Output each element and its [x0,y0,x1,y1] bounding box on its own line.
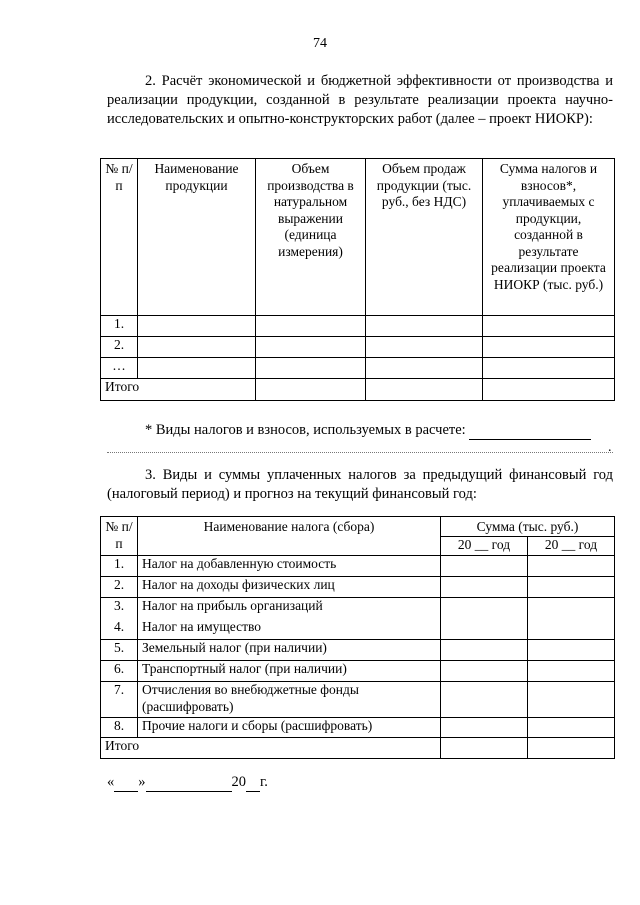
cell[interactable] [366,316,483,337]
table-row [101,556,615,577]
header-sales-volume: Объем продаж продукции (тыс. руб., без НДС) [366,159,483,316]
cell[interactable] [138,358,256,379]
header-num: № п/п [101,517,138,556]
cell[interactable] [256,379,366,401]
row-num: 8. [101,718,138,738]
cell[interactable] [441,598,528,640]
date-open-quote: « [107,774,115,790]
taxes-table [100,516,615,759]
cell[interactable] [441,738,528,759]
efficiency-table [100,158,615,401]
cell[interactable] [483,358,615,379]
header-taxes-sum: Сумма налогов и взносов*, уплачиваемых с продукции, созданной в результате реализации проекта НИОКР (тыс. руб.) [483,159,615,316]
table-row [101,682,615,718]
cell[interactable] [483,379,615,401]
section-3-text: 3. Виды и суммы уплаченных налогов за предыдущий финансовый год (налоговый период) и прогноз на текущий финансовый год: [107,467,613,502]
cell[interactable] [256,358,366,379]
header-product-name: Наименование продукции [138,159,256,316]
total-label: Итого [101,379,256,401]
section-3-paragraph [107,466,613,504]
tax-name: Налог на имущество [138,619,441,640]
table-row [101,598,615,619]
header-tax-name: Наименование налога (сбора) [138,517,441,556]
taxes-table-header [101,517,615,537]
tax-name: Прочие налоги и сборы (расшифровать) [138,718,441,738]
cell[interactable] [528,556,615,577]
row-num: 5. [101,640,138,661]
table-row [101,661,615,682]
footnote-dotted-line[interactable] [107,452,613,453]
tax-name: Налог на прибыль организаций [138,598,441,619]
table-row [101,358,615,379]
cell[interactable] [441,661,528,682]
cell[interactable] [441,556,528,577]
footnote [107,422,613,440]
row-num: 1. [101,316,138,337]
year-blank[interactable] [246,774,260,792]
row-num: 2. [101,337,138,358]
table-row [101,640,615,661]
table-row [101,577,615,598]
cell[interactable] [528,738,615,759]
cell[interactable] [256,337,366,358]
row-num: 6. [101,661,138,682]
section-2-paragraph [107,72,613,129]
tax-name: Налог на добавленную стоимость [138,556,441,577]
cell[interactable] [366,337,483,358]
cell[interactable] [528,640,615,661]
footnote-text: * Виды налогов и взносов, используемых в расчете: [145,422,466,438]
cell[interactable] [528,682,615,718]
day-blank[interactable] [114,774,138,792]
month-blank[interactable] [146,774,232,792]
section-2-text: 2. Расчёт экономической и бюджетной эффективности от производства и реализации продукции, созданной в результате реализации проекта научно-исследовательских и опытно-конструкторских работ (далее – проект НИОКР): [107,73,613,127]
date-line [107,774,268,792]
cell[interactable] [441,577,528,598]
tax-name: Отчисления во внебюджетные фонды (расшифровать) [138,682,441,718]
cell[interactable] [528,718,615,738]
row-num: 1. [101,556,138,577]
cell[interactable] [441,682,528,718]
row-num: 4. [101,619,138,640]
cell[interactable] [483,316,615,337]
header-production-volume: Объем производства в натуральном выражении (единица измерения) [256,159,366,316]
header-sum: Сумма (тыс. руб.) [441,517,615,537]
row-num: … [101,358,138,379]
table-row [101,337,615,358]
total-row [101,379,615,401]
cell[interactable] [256,316,366,337]
cell[interactable] [528,661,615,682]
row-num: 7. [101,682,138,718]
cell[interactable] [483,337,615,358]
cell[interactable] [366,379,483,401]
footnote-blank[interactable] [469,422,591,440]
header-num: № п/п [101,159,138,316]
year-prefix: 20 [231,774,246,790]
efficiency-table-header [101,159,615,316]
cell[interactable] [528,598,615,640]
tax-name: Налог на доходы физических лиц [138,577,441,598]
cell[interactable] [441,640,528,661]
year-suffix: г. [260,774,268,790]
cell[interactable] [528,577,615,598]
cell[interactable] [441,718,528,738]
cell[interactable] [138,337,256,358]
tax-name: Земельный налог (при наличии) [138,640,441,661]
cell[interactable] [366,358,483,379]
date-close-quote: » [138,774,146,790]
table-row [101,718,615,738]
page-number: 74 [313,36,327,51]
table-row [101,316,615,337]
header-year-2: 20 __ год [528,537,615,556]
tax-name: Транспортный налог (при наличии) [138,661,441,682]
row-num: 3. [101,598,138,619]
row-num: 2. [101,577,138,598]
total-label: Итого [101,738,441,759]
header-year-1: 20 __ год [441,537,528,556]
total-row [101,738,615,759]
cell[interactable] [138,316,256,337]
footnote-end: . [608,440,612,455]
